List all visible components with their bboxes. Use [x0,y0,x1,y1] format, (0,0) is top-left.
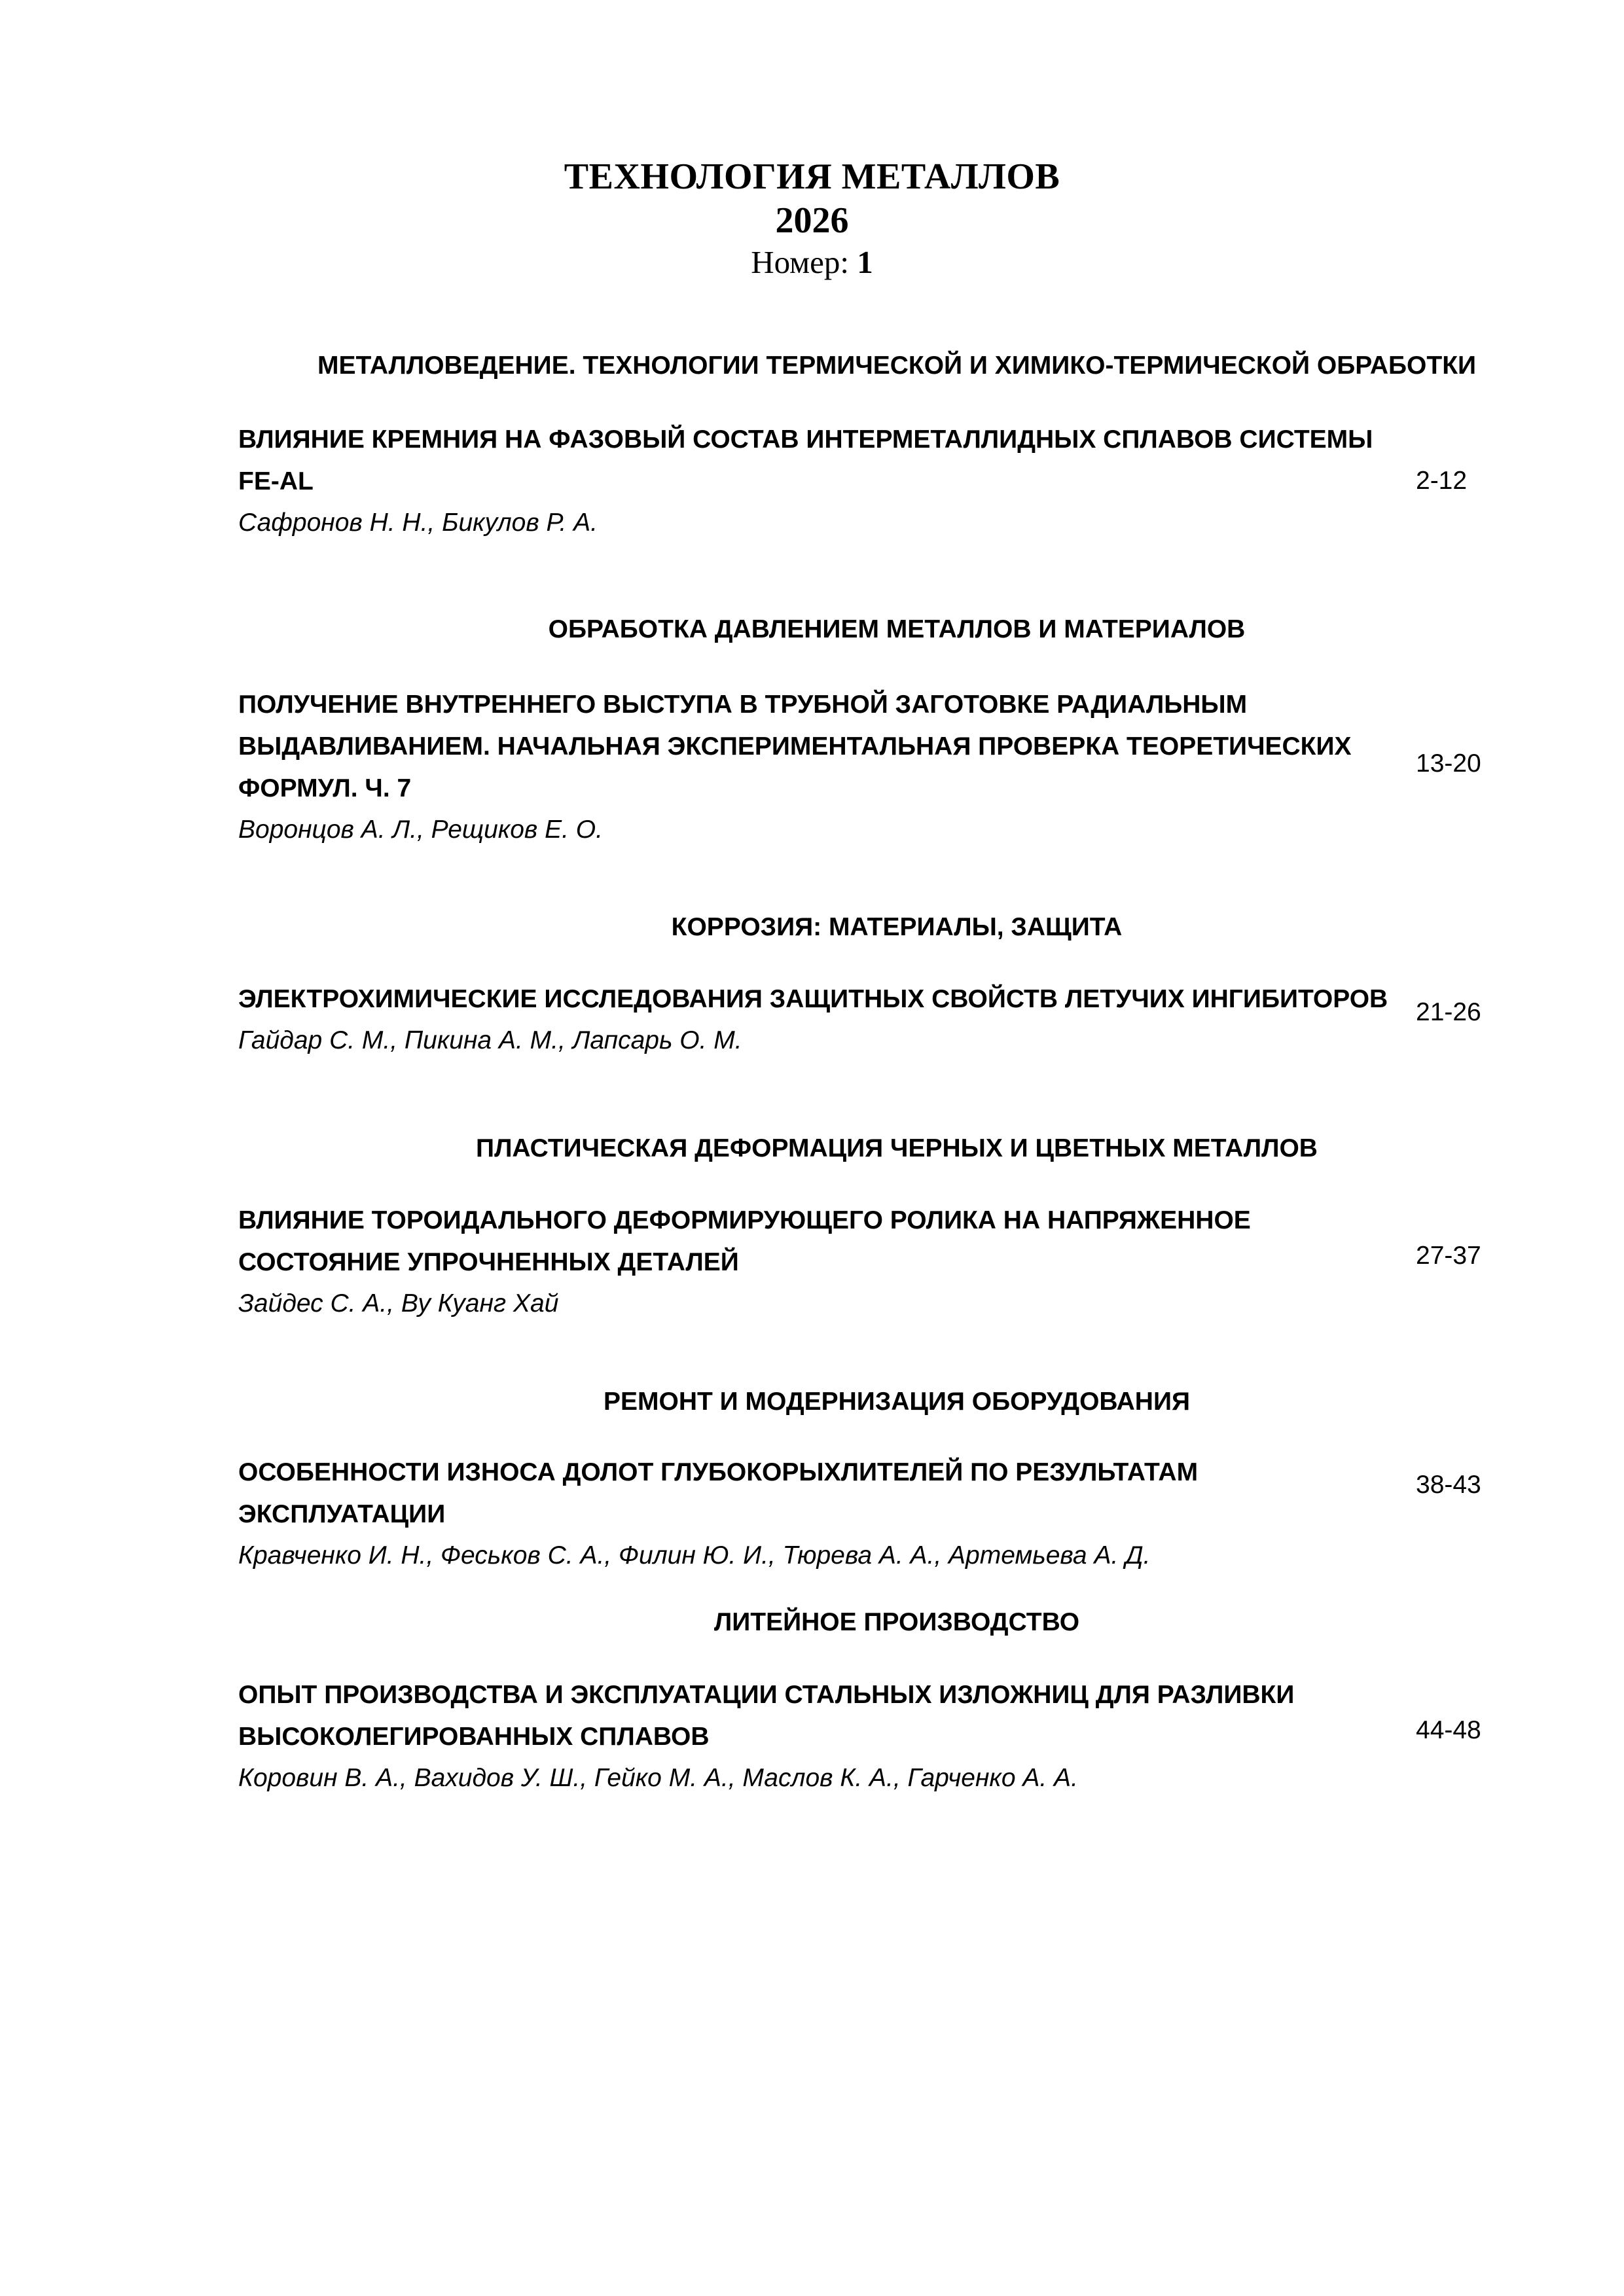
article-title[interactable]: ЭЛЕКТРОХИМИЧЕСКИЕ ИССЛЕДОВАНИЯ ЗАЩИТНЫХ СВОЙСТВ ЛЕТУЧИХ ИНГИБИТОРОВ [238,985,1388,1013]
article-authors: Кравченко И. Н., Феськов С. А., Филин Ю. И., Тюрева А. А., Артемьева А. Д. [238,1541,1151,1570]
article-entry [238,419,1403,543]
article-title[interactable]: ПОЛУЧЕНИЕ ВНУТРЕННЕГО ВЫСТУПА В ТРУБНОЙ ЗАГОТОВКЕ РАДИАЛЬНЫМ ВЫДАВЛИВАНИЕМ. НАЧАЛЬНАЯ ЭКСПЕРИМЕНТАЛЬНАЯ ПРОВЕРКА ТЕОРЕТИЧЕСКИХ ФОРМУЛ. Ч. 7 [238,691,1352,802]
article-title[interactable]: ОСОБЕННОСТИ ИЗНОСА ДОЛОТ ГЛУБОКОРЫХЛИТЕЛЕЙ ПО РЕЗУЛЬТАТАМ ЭКСПЛУАТАЦИИ [238,1458,1199,1528]
article-authors: Воронцов А. Л., Рещиков Е. О. [238,816,603,844]
issue-number: 1 [857,244,873,280]
article-authors: Сафронов Н. Н., Бикулов Р. А. [238,509,598,537]
section-heading: ОБРАБОТКА ДАВЛЕНИЕМ МЕТАЛЛОВ И МАТЕРИАЛОВ [548,615,1246,643]
article-authors: Зайдес С. А., Ву Куанг Хай [238,1289,559,1318]
article-entry [238,1674,1403,1799]
issue-line [0,243,1624,281]
section-heading: МЕТАЛЛОВЕДЕНИЕ. ТЕХНОЛОГИИ ТЕРМИЧЕСКОЙ И ХИМИКО-ТЕРМИЧЕСКОЙ ОБРАБОТКИ [317,351,1477,380]
article-entry [238,684,1403,850]
article-pages: 38-43 [1416,1471,1481,1499]
article-pages: 2-12 [1416,467,1468,495]
article-entry [238,978,1403,1061]
section-heading: КОРРОЗИЯ: МАТЕРИАЛЫ, ЗАЩИТА [671,913,1123,941]
article-pages: 44-48 [1416,1716,1481,1744]
article-entry [238,1452,1403,1576]
section-heading: ПЛАСТИЧЕСКАЯ ДЕФОРМАЦИЯ ЧЕРНЫХ И ЦВЕТНЫХ МЕТАЛЛОВ [476,1134,1318,1162]
journal-title: ТЕХНОЛОГИЯ МЕТАЛЛОВ [564,156,1060,197]
article-authors: Гайдар С. М., Пикина А. М., Лапсарь О. М. [238,1026,742,1054]
journal-year: 2026 [775,200,849,241]
section-heading: РЕМОНТ И МОДЕРНИЗАЦИЯ ОБОРУДОВАНИЯ [603,1388,1191,1416]
article-entry [238,1200,1403,1324]
article-pages: 13-20 [1416,749,1481,778]
article-title[interactable]: ВЛИЯНИЕ ТОРОИДАЛЬНОГО ДЕФОРМИРУЮЩЕГО РОЛИКА НА НАПРЯЖЕННОЕ СОСТОЯНИЕ УПРОЧНЕННЫХ ДЕТАЛЕЙ [238,1206,1251,1276]
article-title[interactable]: ОПЫТ ПРОИЗВОДСТВА И ЭКСПЛУАТАЦИИ СТАЛЬНЫХ ИЗЛОЖНИЦ ДЛЯ РАЗЛИВКИ ВЫСОКОЛЕГИРОВАННЫХ СПЛАВОВ [238,1681,1295,1751]
section-heading: ЛИТЕЙНОЕ ПРОИЗВОДСТВО [713,1608,1080,1636]
article-pages: 27-37 [1416,1242,1481,1270]
article-title[interactable]: ВЛИЯНИЕ КРЕМНИЯ НА ФАЗОВЫЙ СОСТАВ ИНТЕРМЕТАЛЛИДНЫХ СПЛАВОВ СИСТЕМЫ FE-AL [238,425,1373,495]
article-pages: 21-26 [1416,998,1481,1026]
article-authors: Коровин В. А., Вахидов У. Ш., Гейко М. А., Маслов К. А., Гарченко А. А. [238,1764,1078,1792]
issue-label: Номер: [751,244,850,280]
